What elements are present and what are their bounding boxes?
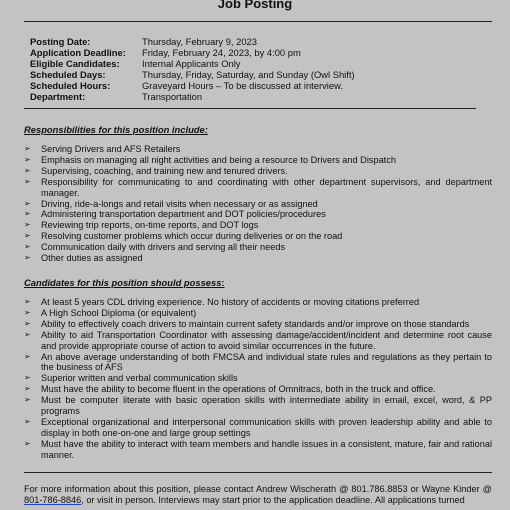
- arrow-bullet-icon: ➢: [24, 231, 31, 241]
- list-item: ➢ Communication daily with drivers and serving all their needs: [24, 242, 286, 253]
- arrow-bullet-icon: ➢: [24, 297, 31, 306]
- detail-value: Thursday, Friday, Saturday, and Sunday (Owl Shift): [142, 69, 355, 81]
- arrow-bullet-icon: ➢: [24, 395, 31, 405]
- detail-value: Transportation: [142, 91, 203, 103]
- arrow-bullet-icon: ➢: [24, 329, 31, 339]
- list-item: ➢ Emphasis on managing all night activities and being a resource to Drivers and Dispatch: [24, 154, 396, 165]
- detail-scheduled-days: [30, 69, 355, 80]
- detail-posting-date: [30, 36, 355, 47]
- list-item: ➢ A High School Diploma (or equivalent): [24, 307, 197, 318]
- arrow-bullet-icon: ➢: [24, 416, 31, 426]
- arrow-bullet-icon: ➢: [24, 253, 31, 263]
- arrow-bullet-icon: ➢: [24, 144, 31, 153]
- list-item: ➢ Resolving customer problems which occur during deliveries or on the road: [24, 231, 343, 242]
- detail-scheduled-hours: [30, 80, 355, 91]
- list-item: ➢ Administering transportation department and DOT policies/procedures: [24, 209, 326, 220]
- list-item: ➢ Superior written and verbal communication skills: [24, 373, 238, 384]
- list-item: ➢ Ability to aid Transportation Coordinator with assessing damage/accident/incident and determine root cause and provide appropriate course of action to avoid similar occurrences in the future.: [24, 329, 492, 351]
- detail-label: Scheduled Hours:: [30, 80, 111, 92]
- page-title: Job Posting: [217, 0, 293, 11]
- title-divider: [24, 21, 492, 22]
- list-item: ➢ Serving Drivers and AFS Retailers: [24, 144, 181, 154]
- arrow-bullet-icon: ➢: [24, 209, 31, 219]
- list-item: ➢ Must have the ability to interact with team members and handle issues in a consistent, mature, fair and rational manner.: [24, 438, 492, 460]
- detail-label: Department:: [30, 91, 86, 103]
- detail-label: Posting Date:: [30, 36, 91, 47]
- arrow-bullet-icon: ➢: [24, 307, 31, 317]
- arrow-bullet-icon: ➢: [24, 351, 31, 361]
- list-item: ➢ Reviewing trip reports, on-time reports, and DOT logs: [24, 220, 259, 231]
- detail-value: Graveyard Hours – To be discussed at interview.: [142, 80, 343, 92]
- arrow-bullet-icon: ➢: [24, 198, 31, 208]
- arrow-bullet-icon: ➢: [24, 373, 31, 383]
- list-item: ➢ Must be computer literate with basic operation skills with intermediate ability in email, excel, word, & PP programs: [24, 395, 492, 417]
- posting-details: [30, 36, 355, 103]
- detail-eligible-candidates: [30, 58, 355, 69]
- detail-label: Eligible Candidates:: [30, 58, 120, 70]
- arrow-bullet-icon: ➢: [24, 242, 31, 252]
- detail-label: Scheduled Days:: [30, 69, 106, 81]
- detail-value: Thursday, February 9, 2023: [142, 36, 257, 47]
- arrow-bullet-icon: ➢: [24, 176, 31, 186]
- detail-department: [30, 91, 355, 102]
- detail-value: Friday, February 24, 2023, by 4:00 pm: [142, 47, 301, 59]
- arrow-bullet-icon: ➢: [24, 318, 31, 328]
- list-item: ➢ Must have the ability to become fluent in the operations of Omnitracs, both in the truck and office.: [24, 384, 436, 395]
- detail-label: Application Deadline:: [30, 47, 126, 59]
- list-item: ➢ An above average understanding of both FMCSA and individual state rules and regulations as they pertain to the business of AFS: [24, 351, 492, 373]
- responsibilities-heading: Responsibilities for this position include:: [24, 124, 208, 135]
- footer-divider: [24, 472, 492, 473]
- detail-value: Internal Applicants Only: [142, 58, 241, 70]
- list-item: ➢ Other duties as assigned: [24, 253, 143, 264]
- candidates-heading: Candidates for this position should possess:: [24, 277, 225, 288]
- list-item: ➢ Supervising, coaching, and training new and tenured drivers.: [24, 165, 288, 176]
- list-item: ➢ At least 5 years CDL driving experience. No history of accidents or moving citations preferred: [24, 297, 420, 307]
- list-item: ➢ Driving, ride-a-longs and retail visits when necessary or as assigned: [24, 198, 318, 209]
- detail-application-deadline: [30, 47, 355, 58]
- arrow-bullet-icon: ➢: [24, 154, 31, 164]
- arrow-bullet-icon: ➢: [24, 165, 31, 175]
- list-item: ➢ Responsibility for communicating to and coordinating with other department supervisors, and department manager.: [24, 176, 492, 198]
- list-item: ➢ Ability to effectively coach drivers to maintain current safety standards and/or improve on those standards: [24, 318, 470, 329]
- arrow-bullet-icon: ➢: [24, 384, 31, 394]
- details-divider: [24, 108, 476, 109]
- arrow-bullet-icon: ➢: [24, 220, 31, 230]
- arrow-bullet-icon: ➢: [24, 438, 31, 448]
- candidates-list: [24, 297, 492, 461]
- responsibilities-list: [24, 144, 492, 264]
- contact-phone-link[interactable]: 801-786-8846: [24, 495, 82, 505]
- contact-paragraph: For more information about this position, please contact Andrew Wischerath @ 801.786.8853 or Wayne Kinder @ 801-786-8846, or visit in person. Interviews may start prior to the application deadline. All applications turned: [24, 484, 492, 505]
- list-item: ➢ Exceptional organizational and interpersonal communication skills with proven leadership ability and able to display in both one-on-one and large group settings: [24, 416, 492, 438]
